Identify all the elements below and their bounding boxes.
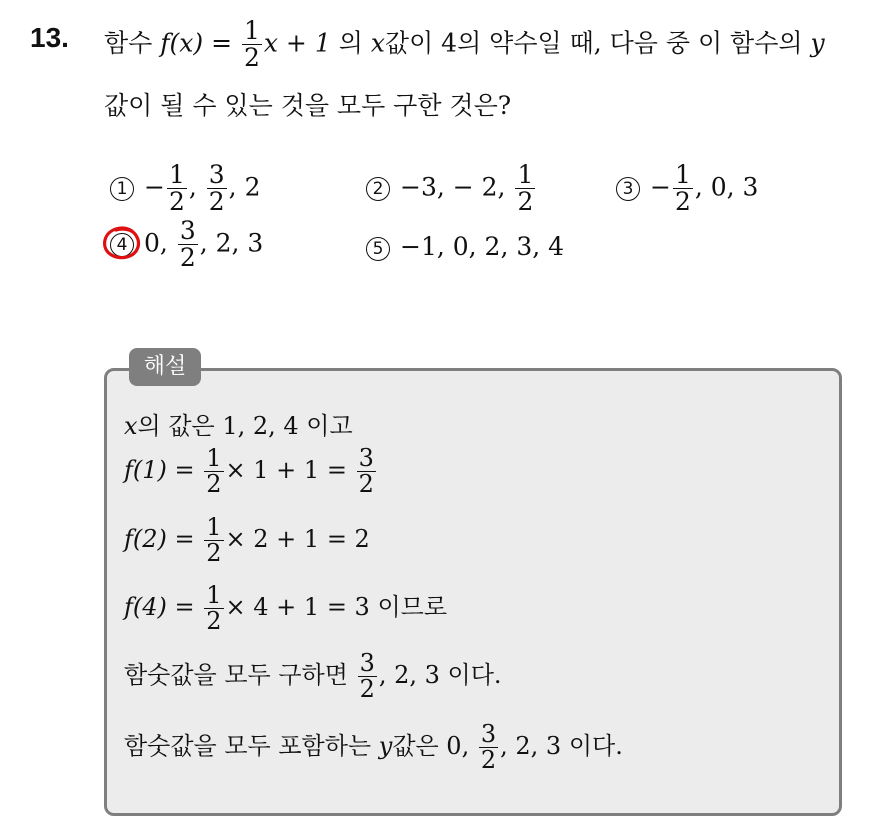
solution-line-1: x의 값은 1, 2, 4 이고 <box>124 412 353 440</box>
answer-circle-mark <box>102 225 142 261</box>
option-marker-1: 1 <box>110 177 134 201</box>
solution-label: 해설 <box>129 348 201 386</box>
question-line-1: 함수 f(x) = $\frac{1}{2}$ x + 1 의 x값이 4의 약수일 때, 다음 중 이 함수의 y <box>104 16 825 73</box>
solution-eq-f4: f(4) = $\frac{1}{2}$ × 4 + 1 = 3 이므로 <box>124 581 448 636</box>
option-marker-5: 5 <box>366 237 390 261</box>
option-1[interactable]: 1 − $\frac{1}{2}$ , $\frac{3}{2}$ , 2 <box>110 162 260 216</box>
option-marker-4: 4 <box>110 233 134 257</box>
solution-eq-f1: f(1) = $\frac{1}{2}$ × 1 + 1 = $\frac{3}{2}$ <box>124 444 374 499</box>
solution-eq-f2: f(2) = $\frac{1}{2}$ × 2 + 1 = 2 <box>124 513 370 568</box>
option-2[interactable]: 2 −3, − 2, $\frac{1}{2}$ <box>366 162 537 216</box>
option-4[interactable]: 4 0, $\frac{3}{2}$ , 2, 3 <box>110 218 263 272</box>
option-marker-3: 3 <box>616 177 640 201</box>
solution-line-5: 함숫값을 모두 구하면 $\frac{3}{2}$ , 2, 3 이다. <box>124 649 502 704</box>
option-5[interactable]: 5 −1, 0, 2, 3, 4 <box>366 232 564 261</box>
function-lhs: f(x) = <box>160 28 233 58</box>
solution-line-6: 함숫값을 모두 포함하는 y값은 0, $\frac{3}{2}$ , 2, 3 이다. <box>124 720 623 775</box>
option-marker-2: 2 <box>366 177 390 201</box>
question-number: 13. <box>30 22 69 53</box>
option-3[interactable]: 3 − $\frac{1}{2}$ , 0, 3 <box>616 162 758 216</box>
question-line-2: 값이 될 수 있는 것을 모두 구한 것은? <box>104 91 512 120</box>
fraction-half: $\frac{1}{2}$ <box>243 16 260 73</box>
